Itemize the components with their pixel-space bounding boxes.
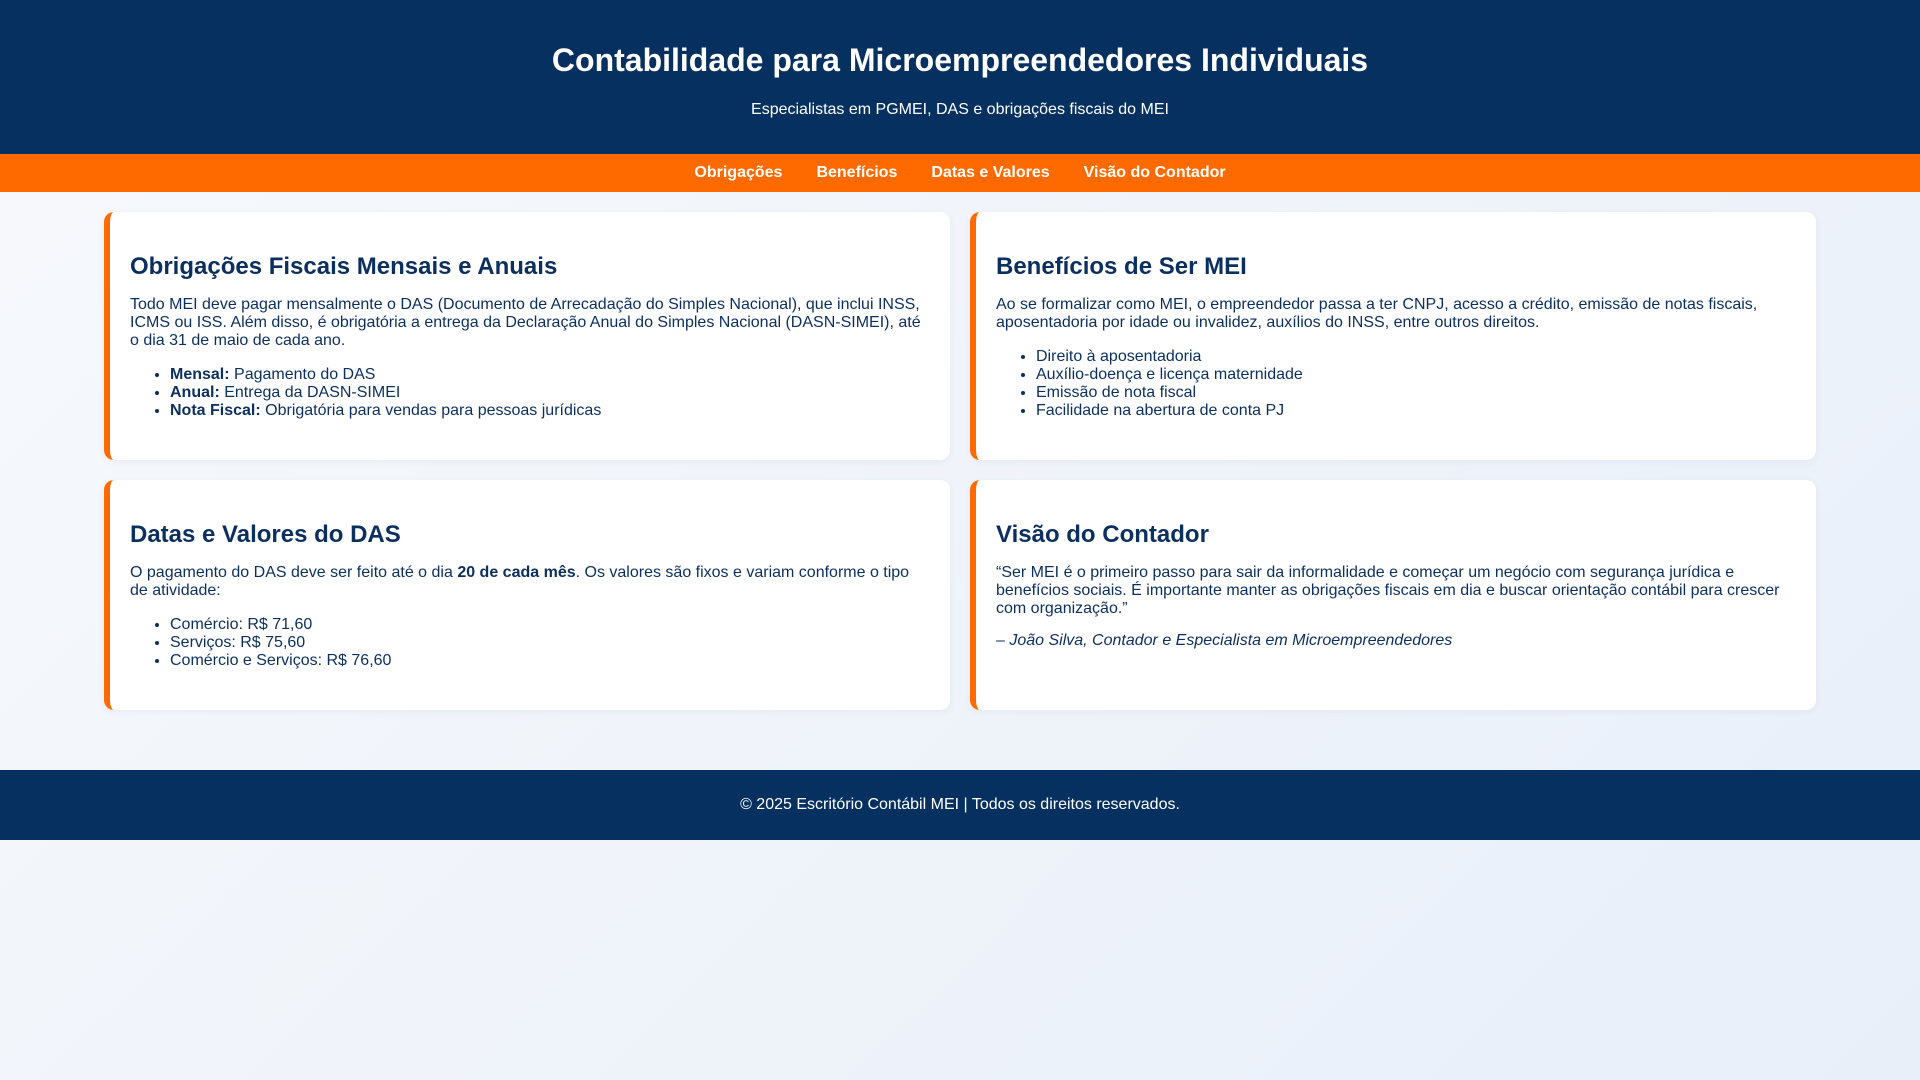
card-title: Visão do Contador <box>996 521 1209 548</box>
card-text: Todo MEI deve pagar mensalmente o DAS (Documento de Arrecadação do Simples Nacional), que inclui INSS, ICMS ou ISS. Além disso, é obrigatória a entrega da Declaração Anual do Simples Nacional (DASN-SIMEI), até o dia 31 de maio de cada ano. <box>130 296 921 349</box>
text-part: . Os valores são fixos e variam conforme o tipo de atividade: <box>130 564 910 599</box>
content-grid <box>0 192 1920 710</box>
card-text <box>130 564 926 600</box>
card-title: Datas e Valores do DAS <box>130 521 401 548</box>
quote-text: “Ser MEI é o primeiro passo para sair da informalidade e começar um negócio com segurança jurídica e benefícios sociais. É importante manter as obrigações fiscais em dia e buscar orientação contábil para crescer com organização.” <box>996 564 1780 617</box>
list-item-value: Entrega da DASN-SIMEI <box>224 384 401 401</box>
footer-text: © 2025 Escritório Contábil MEI | Todos os direitos reservados. <box>740 796 1180 813</box>
list-item <box>170 402 926 420</box>
text-part: O pagamento do DAS deve ser feito até o dia <box>130 564 458 581</box>
due-date-highlight: 20 de cada mês <box>457 564 576 581</box>
benefit-list <box>996 348 1792 420</box>
list-item-value: Obrigatória para vendas para pessoas jurídicas <box>265 402 602 419</box>
list-item <box>170 366 926 384</box>
page-title: Contabilidade para Microempreendedores Individuais <box>551 42 1369 78</box>
price-list <box>130 616 926 670</box>
card-title: Obrigações Fiscais Mensais e Anuais <box>130 253 558 280</box>
card-obrigacoes <box>104 212 950 460</box>
list-item-label: Mensal: <box>170 366 230 383</box>
card-title: Benefícios de Ser MEI <box>996 253 1247 280</box>
card-datas-valores <box>104 480 950 710</box>
list-item <box>170 384 926 402</box>
list-item-label: Nota Fiscal: <box>170 402 261 419</box>
nav-link-obrigacoes[interactable]: Obrigações <box>694 164 783 181</box>
main-nav <box>0 154 1920 192</box>
list-item-value: Pagamento do DAS <box>234 366 376 383</box>
list-item: • Auxílio-doença e licença maternidade <box>1036 366 1792 384</box>
nav-link-visao-contador[interactable]: Visão do Contador <box>1083 164 1226 181</box>
site-header <box>0 0 1920 154</box>
site-footer <box>0 770 1920 840</box>
quote-signature: – João Silva, Contador e Especialista em Microempreendedores <box>996 632 1453 649</box>
list-item: • Facilidade na abertura de conta PJ <box>1036 402 1792 420</box>
list-item: • Comércio: R$ 71,60 <box>170 616 926 634</box>
obligation-list <box>130 366 926 420</box>
card-text: Ao se formalizar como MEI, o empreendedor passa a ter CNPJ, acesso a crédito, emissão de notas fiscais, aposentadoria por idade ou invalidez, auxílios do INSS, entre outros direitos. <box>996 296 1758 331</box>
list-item: • Serviços: R$ 75,60 <box>170 634 926 652</box>
list-item: • Comércio e Serviços: R$ 76,60 <box>170 652 926 670</box>
page-subtitle: Especialistas em PGMEI, DAS e obrigações fiscais do MEI <box>751 101 1169 118</box>
nav-link-datas-valores[interactable]: Datas e Valores <box>931 164 1050 181</box>
nav-link-beneficios[interactable]: Benefícios <box>816 164 898 181</box>
list-item-label: Anual: <box>170 384 220 401</box>
card-visao-contador <box>970 480 1816 710</box>
list-item: • Direito à aposentadoria <box>1036 348 1792 366</box>
list-item: • Emissão de nota fiscal <box>1036 384 1792 402</box>
card-beneficios <box>970 212 1816 460</box>
